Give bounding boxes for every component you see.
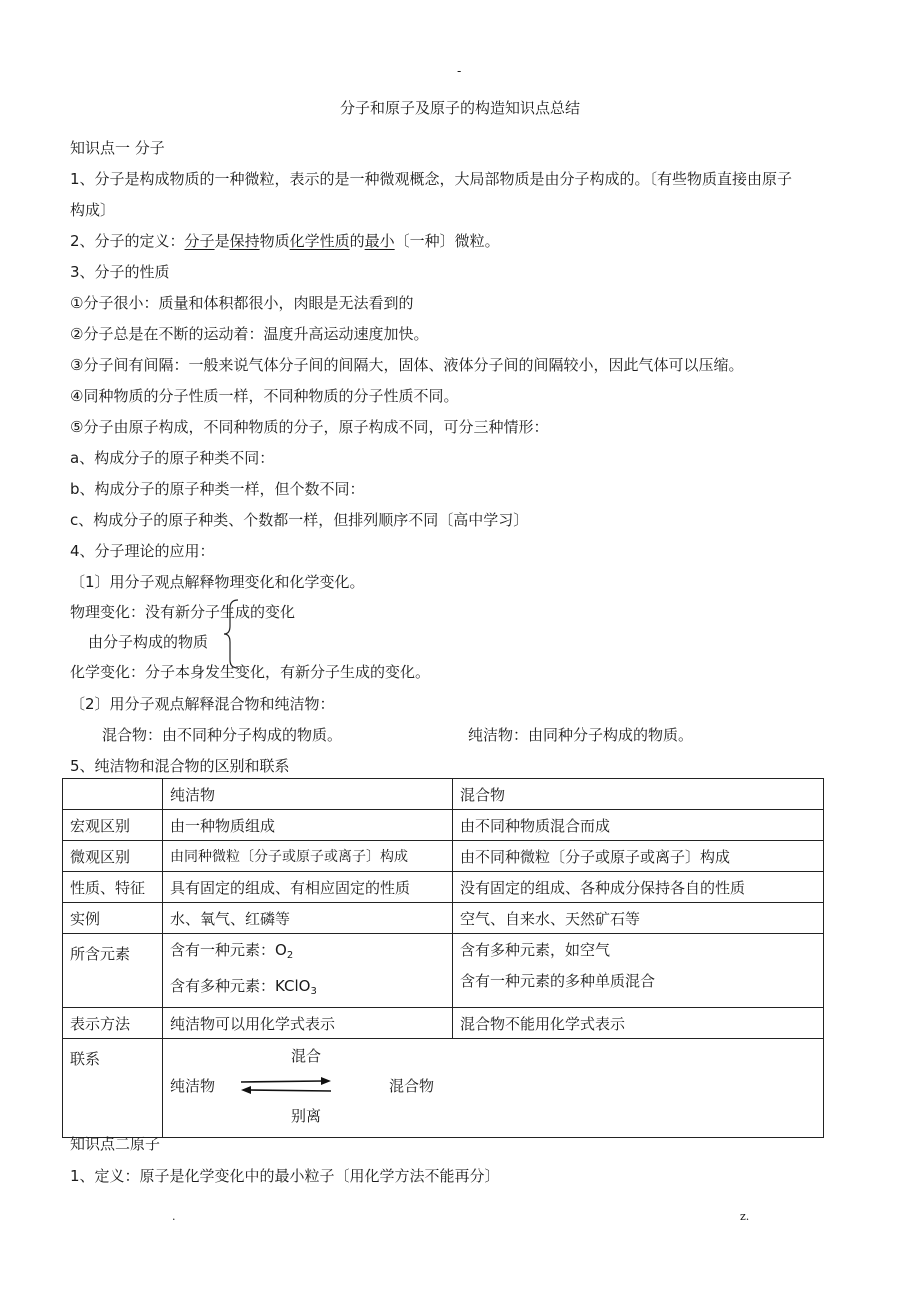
property-5: ⑤分子由原子构成，不同种物质的分子，原子构成不同，可分三种情形： <box>70 418 549 436</box>
properties-heading: 3、分子的性质 <box>70 263 170 281</box>
row-label: 联系 <box>63 1039 163 1138</box>
section-heading-molecule: 知识点一 分子 <box>70 139 165 157</box>
table-header-cell: 纯洁物 <box>163 779 453 810</box>
mixture-elements-cell <box>453 934 824 1008</box>
made-of-molecules: 由分子构成的物质 <box>88 633 209 651</box>
row-label: 实例 <box>63 903 163 934</box>
comparison-table <box>62 778 824 1138</box>
application-1: 〔1〕用分子观点解释物理变化和化学变化。 <box>70 573 365 591</box>
def-text-4: 〔一种〕微粒。 <box>394 232 500 250</box>
molecule-definition <box>70 231 500 251</box>
mix-arrow-label: 混合 <box>291 1047 322 1065</box>
paragraph-1-line-2: 构成〕 <box>70 201 116 219</box>
brace-icon <box>222 598 244 670</box>
row-label: 所含元素 <box>63 934 163 1008</box>
separate-arrow-label: 别离 <box>291 1107 322 1125</box>
table-header-row <box>63 779 824 810</box>
pure-cell: 具有固定的组成、有相应固定的性质 <box>163 872 453 903</box>
pure-elements-line-1 <box>170 935 452 971</box>
pure-elements-text-2: 含有多种元素：KClO <box>170 977 311 995</box>
pure-substance-label: 纯洁物 <box>170 1077 216 1095</box>
pure-cell: 水、氧气、红磷等 <box>163 903 453 934</box>
property-3: ③分子间有间隔：一般来说气体分子间的间隔大，固体、液体分子间的间隔较小，因此气体可以压缩。 <box>70 356 744 374</box>
relationship-diagram <box>163 1039 823 1137</box>
header-mark: - <box>457 64 462 78</box>
subscript: 3 <box>310 986 317 997</box>
table-row-elements <box>63 934 824 1008</box>
def-keyword-molecule: 分子 <box>184 232 215 250</box>
mixture-cell: 由不同种物质混合而成 <box>453 810 824 841</box>
row-label: 微观区别 <box>63 841 163 872</box>
footer-right: z. <box>740 1210 750 1223</box>
table-row <box>63 872 824 903</box>
table-row-relationship <box>63 1039 824 1138</box>
def-text-2: 物质 <box>259 232 290 250</box>
case-a: a、构成分子的原子种类不同： <box>70 449 275 467</box>
property-4: ④同种物质的分子性质一样，不同种物质的分子性质不同。 <box>70 387 459 405</box>
property-1: ①分子很小：质量和体积都很小，肉眼是无法看到的 <box>70 294 414 312</box>
mixture-cell: 没有固定的组成、各种成分保持各自的性质 <box>453 872 824 903</box>
def-text-1: 是 <box>214 232 230 250</box>
pure-elements-text-1: 含有一种元素：O <box>170 941 287 959</box>
chemical-change: 化学变化：分子本身发生变化，有新分子生成的变化。 <box>70 663 431 681</box>
application-heading: 4、分子理论的应用： <box>70 542 215 560</box>
def-text-3: 的 <box>349 232 365 250</box>
property-2: ②分子总是在不断的运动着：温度升高运动速度加快。 <box>70 325 429 343</box>
def-keyword-keep: 保持 <box>229 232 260 250</box>
table-row <box>63 1008 824 1039</box>
table-row <box>63 903 824 934</box>
row-label: 性质、特征 <box>63 872 163 903</box>
atom-definition: 1、定义：原子是化学变化中的最小粒子〔用化学方法不能再分〕 <box>70 1167 500 1185</box>
def-keyword-smallest: 最小 <box>364 232 395 250</box>
footer-left: . <box>172 1210 176 1223</box>
case-c: c、构成分子的原子种类、个数都一样，但排列顺序不同〔高中学习〕 <box>70 511 529 529</box>
pure-cell: 由一种物质组成 <box>163 810 453 841</box>
mixture-cell: 由不同种微粒〔分子或原子或离子〕构成 <box>453 841 824 872</box>
mixture-cell: 混合物不能用化学式表示 <box>453 1008 824 1039</box>
pure-cell: 纯洁物可以用化学式表示 <box>163 1008 453 1039</box>
mixture-cell: 空气、自来水、天然矿石等 <box>453 903 824 934</box>
table-header-cell <box>63 779 163 810</box>
mixture-elements-line-1: 含有多种元素，如空气 <box>460 941 611 959</box>
paragraph-1-line-1: 1、分子是构成物质的一种微粒，表示的是一种微观概念，大局部物质是由分子构成的。〔有些物质直接由原子 <box>70 170 793 188</box>
pure-elements-line-2 <box>170 971 452 1007</box>
def-prefix: 2、分子的定义： <box>70 232 185 250</box>
application-2: 〔2〕用分子观点解释混合物和纯洁物： <box>70 695 335 713</box>
mixture-elements-line-2: 含有一种元素的多种单质混合 <box>460 972 656 990</box>
double-arrow-icon <box>237 1075 337 1097</box>
pure-definition: 纯洁物：由同种分子构成的物质。 <box>468 726 694 744</box>
def-keyword-chemical-property: 化学性质 <box>289 232 350 250</box>
table-row <box>63 841 824 872</box>
physical-change: 物理变化：没有新分子生成的变化 <box>70 603 296 621</box>
case-b: b、构成分子的原子种类一样，但个数不同： <box>70 480 365 498</box>
comparison-heading: 5、纯洁物和混合物的区别和联系 <box>70 757 290 775</box>
row-label: 宏观区别 <box>63 810 163 841</box>
subscript: 2 <box>286 950 294 961</box>
pure-cell: 由同种微粒〔分子或原子或离子〕构成 <box>163 841 453 872</box>
relationship-cell <box>163 1039 824 1138</box>
page-title: 分子和原子及原子的构造知识点总结 <box>339 99 580 117</box>
row-label: 表示方法 <box>63 1008 163 1039</box>
table-header-cell: 混合物 <box>453 779 824 810</box>
mixture-label: 混合物 <box>389 1077 435 1095</box>
table-row <box>63 810 824 841</box>
mixture-definition: 混合物：由不同种分子构成的物质。 <box>102 726 343 744</box>
pure-elements-cell <box>163 934 453 1008</box>
section-heading-atom: 知识点二原子 <box>70 1135 161 1153</box>
